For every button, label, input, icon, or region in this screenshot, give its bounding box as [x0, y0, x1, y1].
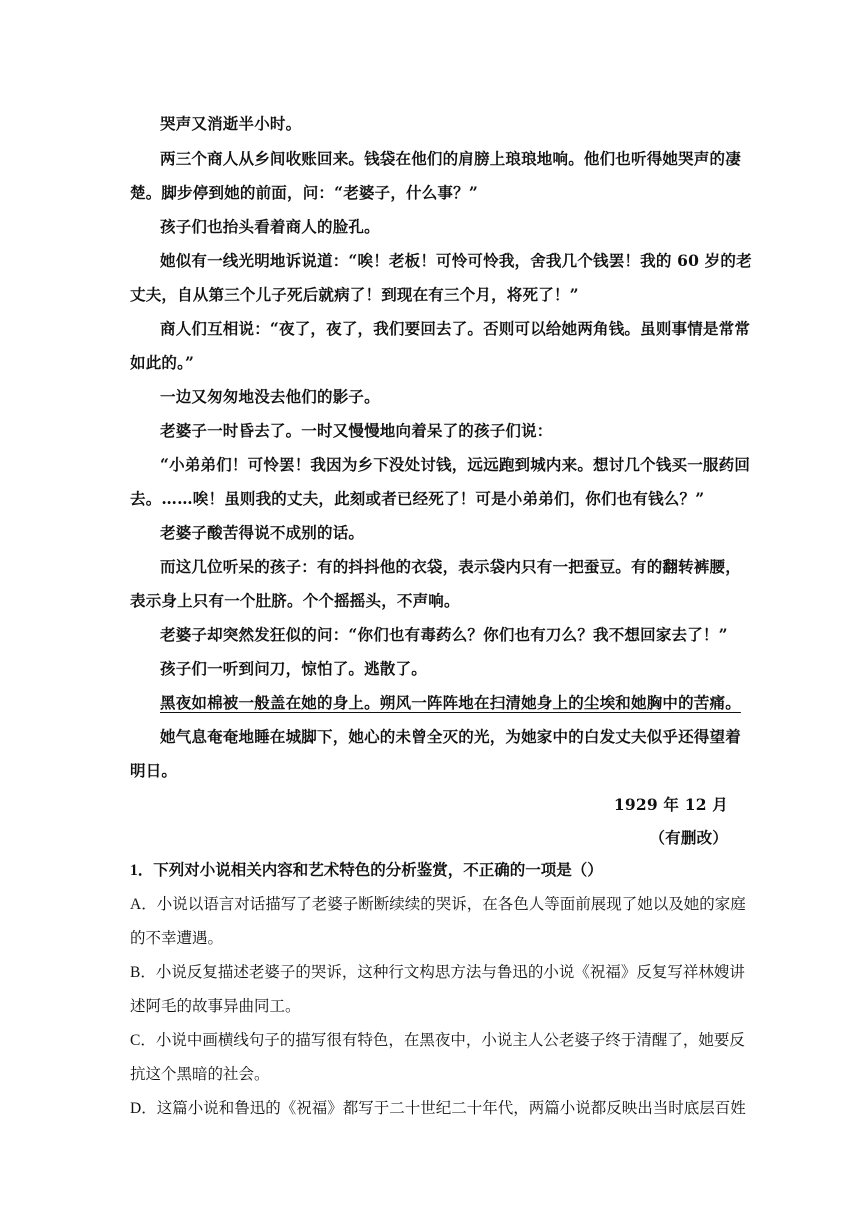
story-line: 如此的。”	[130, 353, 195, 372]
option-a: A．小说以语言对话描写了老婆子断断续续的哭诉，在各色人等面前展现了她以及她的家庭	[130, 896, 746, 913]
option-c-cont: 抗这个黑暗的社会。	[130, 1066, 270, 1083]
story-note: （有删改）	[649, 828, 728, 847]
option-b-cont: 述阿毛的故事异曲同工。	[130, 998, 301, 1015]
story-line: 明日。	[130, 761, 178, 780]
story-line: 一边又匆匆地没去他们的影子。	[160, 387, 380, 406]
story-line: 表示身上只有一个肚脐。个个摇摇头，不声响。	[130, 591, 460, 610]
story-line: 丈夫，自从第三个儿子死后就病了！到现在有三个月，将死了！”	[130, 285, 579, 304]
story-line: 两三个商人从乡间收账回来。钱袋在他们的肩膀上琅琅地响。他们也听得她哭声的凄	[160, 149, 741, 168]
question-stem: 1．下列对小说相关内容和艺术特色的分析鉴赏，不正确的一项是（）	[130, 862, 603, 879]
story-line: 商人们互相说：“夜了，夜了，我们要回去了。否则可以给她两角钱。虽则事情是常常	[160, 319, 751, 338]
story-line: 哭声又消逝半小时。	[160, 114, 302, 133]
story-line: 她气息奄奄地睡在城脚下，她心的未曾全灭的光，为她家中的白发丈夫似乎还得望着	[160, 727, 741, 746]
option-b: B．小说反复描述老婆子的哭诉，这种行文构思方法与鲁迅的小说《祝福》反复写祥林嫂讲	[130, 964, 745, 981]
story-line: “小弟弟们！可怜罢！我因为乡下没处讨钱，远远跑到城内来。想讨几个钱买一服药回	[160, 455, 751, 474]
story-date: 1929 年 12 月	[613, 795, 728, 814]
story-line: 她似有一线光明地诉说道：“唉！老板！可怜可怜我，舍我几个钱罢！我的 60 岁的老	[160, 251, 752, 270]
story-line: 老婆子一时昏去了。一时又慢慢地向着呆了的孩子们说：	[160, 421, 553, 440]
option-a-cont: 的不幸遭遇。	[130, 930, 224, 947]
story-line: 孩子们也抬头看着商人的脸孔。	[160, 217, 380, 236]
story-line: 老婆子却突然发狂似的问：“你们也有毒药么？你们也有刀么？我不想回家去了！”	[160, 625, 728, 644]
option-c: C．小说中画横线句子的描写很有特色，在黑夜中，小说主人公老婆子终于清醒了，她要反	[130, 1032, 745, 1049]
story-line: 孩子们一听到问刀，惊怕了。逃散了。	[160, 659, 427, 678]
story-line: 老婆子酸苦得说不成别的话。	[160, 523, 365, 542]
story-line: 楚。脚步停到她的前面，问：“老婆子，什么事？”	[130, 183, 478, 202]
underlined-sentence: 黑夜如棉被一般盖在她的身上。朔风一阵阵地在扫清她身上的尘埃和她胸中的苦痛。	[160, 693, 741, 712]
story-line: 去。……唉！虽则我的丈夫，此刻或者已经死了！可是小弟弟们，你们也有钱么？”	[130, 489, 705, 508]
option-d: D．这篇小说和鲁迅的《祝福》都写于二十世纪二十年代，两篇小说都反映出当时底层百姓	[130, 1100, 746, 1117]
story-line: 而这几位听呆的孩子：有的抖抖他的衣袋，表示袋内只有一把蚕豆。有的翻转裤腰，	[160, 557, 741, 576]
